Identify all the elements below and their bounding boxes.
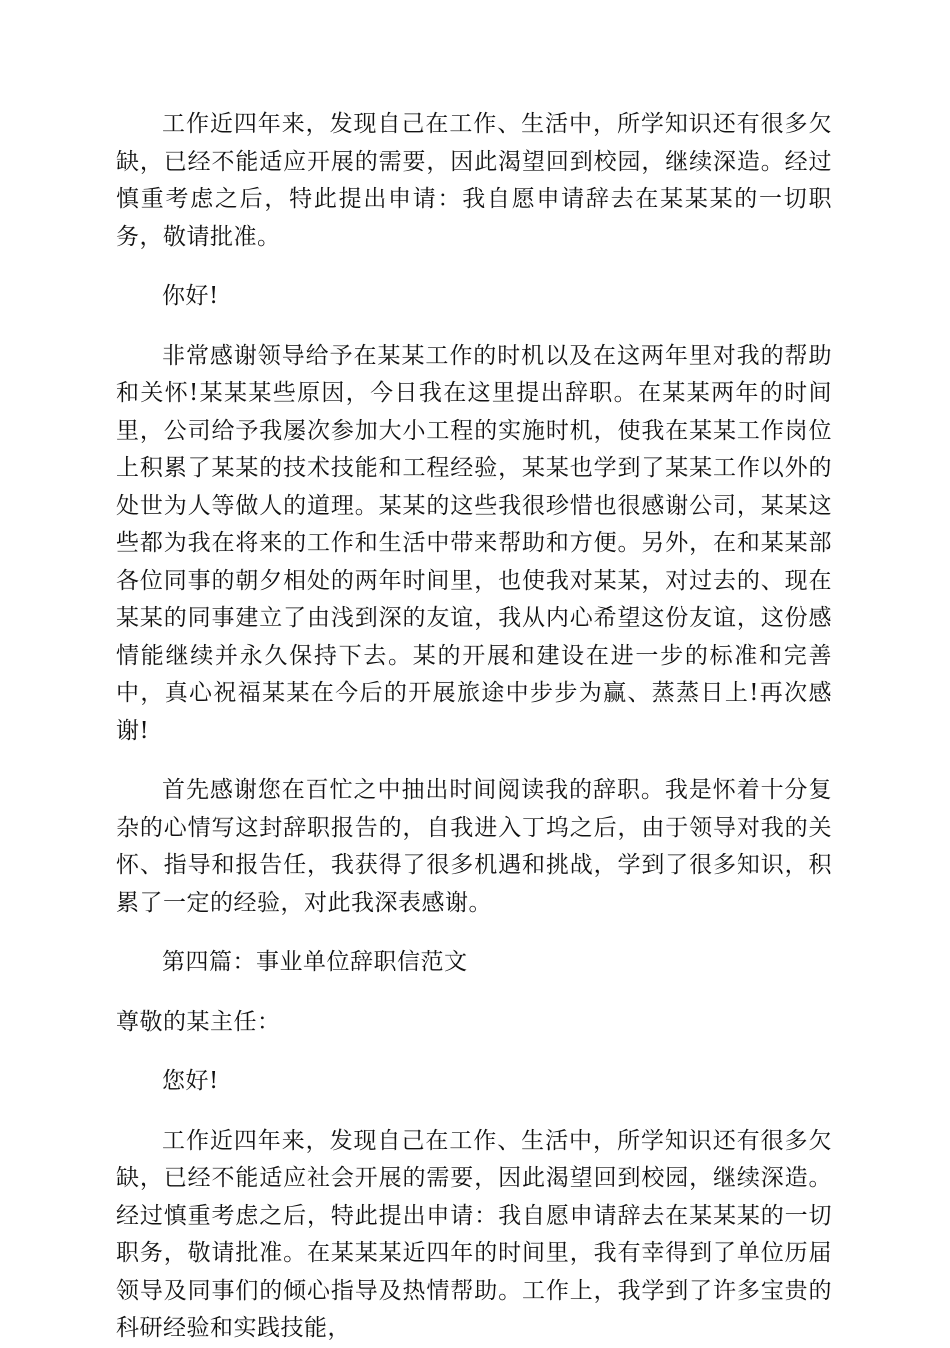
greeting-hello: 你好! [162, 283, 219, 309]
paragraph-thanks: 非常感谢领导给予在某某工作的时机以及在这两年里对我的帮助和关怀!某某某些原因，今日我在这里提出辞职。在某某两年的时间里，公司给予我屡次参加大小工程的实施时机，使我在某某工作岗位上积累了某某的技术技能和工程经验，某某也学到了某某工作以外的处世为人等做人的道理。某某的这些我很珍惜也很感谢公司，某某这些都为我在将来的工作和生活中带来帮助和方便。另外，在和某某部各位同事的朝夕相处的两年时间里，也使我对某某，对过去的、现在某某的同事建立了由浅到深的友谊，我从内心希望这份友谊，这份感情能继续并永久保持下去。某的开展和建设在进一步的标准和完善中，真心祝福某某在今后的开展旅途中步步为赢、蒸蒸日上!再次感谢! [116, 342, 832, 744]
paragraph-gratitude: 首先感谢您在百忙之中抽出时间阅读我的辞职。我是怀着十分复杂的心情写这封辞职报告的，自我进入丁坞之后，由于领导对我的关怀、指导和报告任，我获得了很多机遇和挑战，学到了很多知识，积累了一定的经验，对此我深表感谢。 [116, 777, 832, 916]
section-heading: 第四篇：事业单位辞职信范文 [162, 949, 468, 975]
paragraph-resignation-body: 工作近四年来，发现自己在工作、生活中，所学知识还有很多欠缺，已经不能适应社会开展的需要，因此渴望回到校园，继续深造。经过慎重考虑之后，特此提出申请：我自愿申请辞去在某某某的一切职务，敬请批准。在某某某近四年的时间里，我有幸得到了单位历届领导及同事们的倾心指导及热情帮助。工作上，我学到了许多宝贵的科研经验和实践技能， [116, 1127, 832, 1341]
paragraph-resignation-reason: 工作近四年来，发现自己在工作、生活中，所学知识还有很多欠缺，已经不能适应开展的需要，因此渴望回到校园，继续深造。经过慎重考虑之后，特此提出申请：我自愿申请辞去在某某某的一切职务，敬请批准。 [116, 111, 832, 250]
document-body [116, 106, 832, 1348]
salutation: 尊敬的某主任： [116, 1008, 281, 1035]
greeting-polite: 您好! [162, 1068, 219, 1094]
